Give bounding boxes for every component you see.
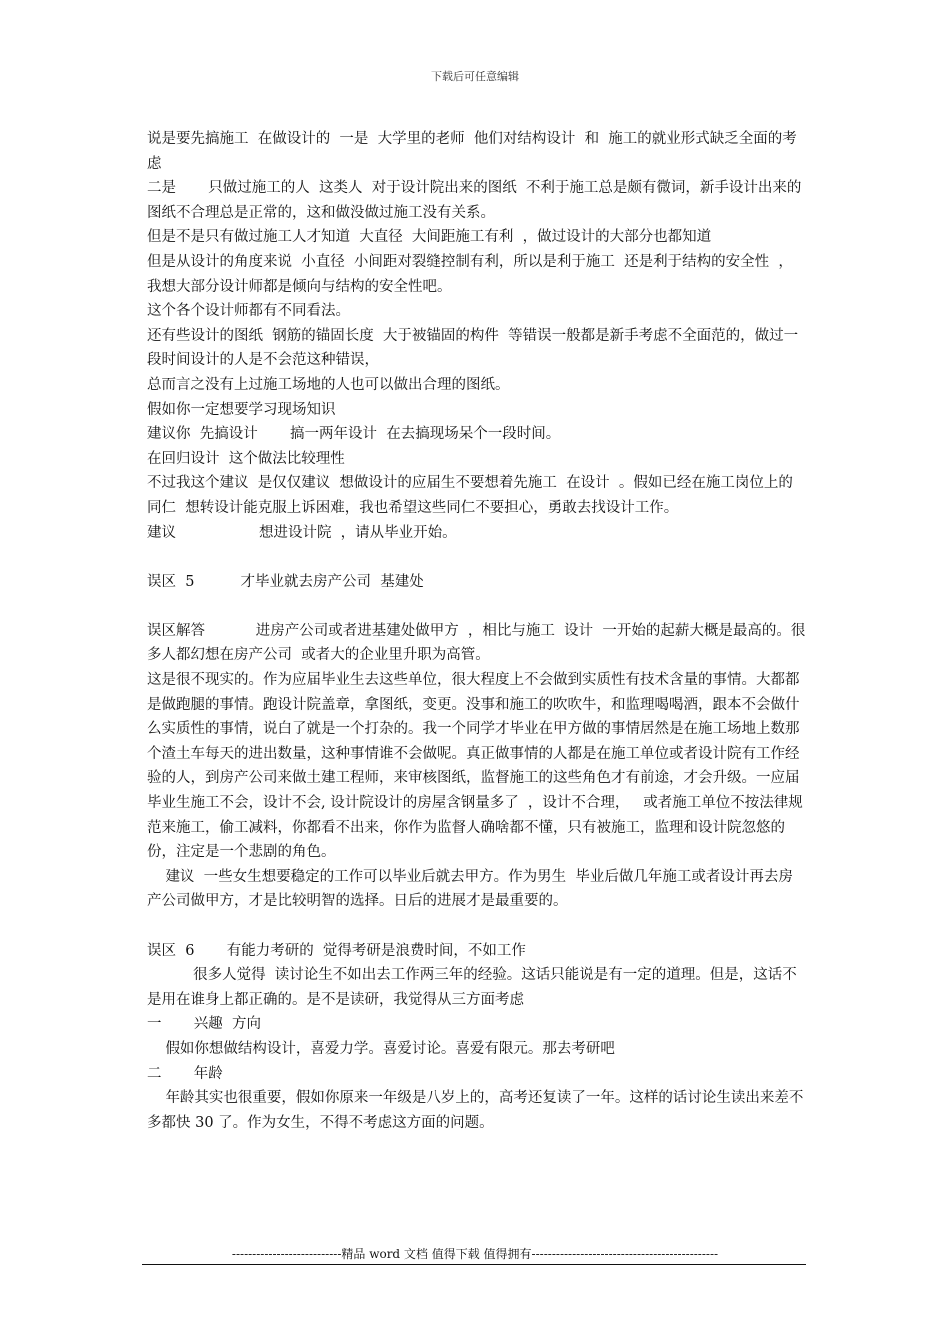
paragraph: 一 兴趣 方向 [147,1016,261,1033]
paragraph: 二是 只做过施工的人 这类人 对于设计院出来的图纸 不利于施工总是颇有微词，新手设计出来的图纸不合理总是正常的，这和做没做过施工没有关系。 [147,180,802,221]
paragraph: 但是从设计的角度来说 小直径 小间距对裂缝控制有利，所以是利于施工 还是利于结构的安全性 ，我想大部分设计师都是倾向与结构的安全性吧。 [147,253,793,295]
paragraph: 这个各个设计师都有不同看法。 [147,303,350,320]
page-header: 下载后可任意编辑 [431,70,519,83]
paragraph: 建议 想进设计院 ，请从毕业开始。 [147,524,457,541]
footer-rule [142,1264,806,1265]
page-footer: ---------------------------精品 word 文档 值得下载 值得拥有---------------------------------------------- [231,1247,719,1261]
paragraph: 假如你一定想要学习现场知识 [147,401,336,418]
blank-line [147,545,807,570]
paragraph: 但是不是只有做过施工人才知道 大直径 大间距施工有利 ，做过设计的大部分也都知道 [147,229,712,246]
paragraph: 说是要先搞施工 在做设计的 一是 大学里的老师 他们对结构设计 和 施工的就业形式缺乏全面的考虑 [147,131,797,172]
paragraph: 建议 一些女生想要稳定的工作可以毕业后就去甲方。作为男生 毕业后做几年施工或者设计再去房产公司做甲方，才是比较明智的选择。日后的进展才是最重要的。 [147,868,793,910]
paragraph: 不过我这个建议 是仅仅建议 想做设计的应届生不要想着先施工 在设计 。假如已经在施工岗位上的同仁 想转设计能克服上诉困难，我也希望这些同仁不要担心，勇敢去找设计工作。 [147,475,793,516]
paragraph: 在回归设计 这个做法比较理性 [147,450,345,467]
paragraph: 建议你 先搞设计 搞一两年设计 在去搞现场呆个一段时间。 [147,426,561,443]
blank-line [147,594,807,619]
paragraph: 总而言之没有上过施工场地的人也可以做出合理的图纸。 [147,376,510,393]
paragraph: 误区 6 有能力考研的 觉得考研是浪费时间，不如工作 [147,942,526,959]
paragraph: 年龄其实也很重要，假如你原来一年级是八岁上的，高考还复读了一年。这样的话讨论生读出来差不多都快 30 了。作为女生，不得不考虑这方面的问题。 [147,1090,804,1131]
paragraph: 很多人觉得 读讨论生不如出去工作两三年的经验。这话只能说是有一定的道理。但是，这话不是用在谁身上都正确的。是不是读研，我觉得从三方面考虑 [147,967,797,1008]
document-body [147,127,807,1135]
paragraph: 假如你想做结构设计，喜爱力学。喜爱讨论。喜爱有限元。那去考研吧 [147,1040,615,1057]
paragraph: 误区解答 进房产公司或者进基建处做甲方 ，相比与施工 设计 一开始的起薪大概是最高的。很多人都幻想在房产公司 或者大的企业里升职为高管。 [147,622,806,664]
paragraph: 还有些设计的图纸 钢筋的锚固长度 大于被锚固的构件 等错误一般都是新手考虑不全面范的，做过一段时间设计的人是不会范这种错误， [147,327,799,369]
paragraph: 二 年龄 [147,1065,223,1082]
blank-line [147,914,807,939]
paragraph: 误区 5 才毕业就去房产公司 基建处 [147,573,424,590]
paragraph: 这是很不现实的。作为应届毕业生去这些单位，很大程度上不会做到实质性有技术含量的事情。大都都是做跑腿的事情。跑设计院盖章，拿图纸，变更。没事和施工的吹吹牛，和监理喝喝酒，跟本不会做什么实质性的事情，说白了就是一个打杂的。我一个同学才毕业在甲方做的事情居然是在施工场地上数那个渣土车每天的进出数量，这种事情谁不会做呢。真正做事情的人都是在施工单位或者设计院有工作经验的人，到房产公司来做土建工程师，来审核图纸，监督施工的这些角色才有前途，才会升级。一应届毕业生施工不会，设计不会, 设计院设计的房屋含钢量多了 ，设计不合理， 或者施工单位不按法律规范来施工，偷工减料，你都看不出来，你作为监督人确啥都不懂，只有被施工，监理和设计院忽悠的份，注定是一个悲剧的角色。 [147,672,803,861]
